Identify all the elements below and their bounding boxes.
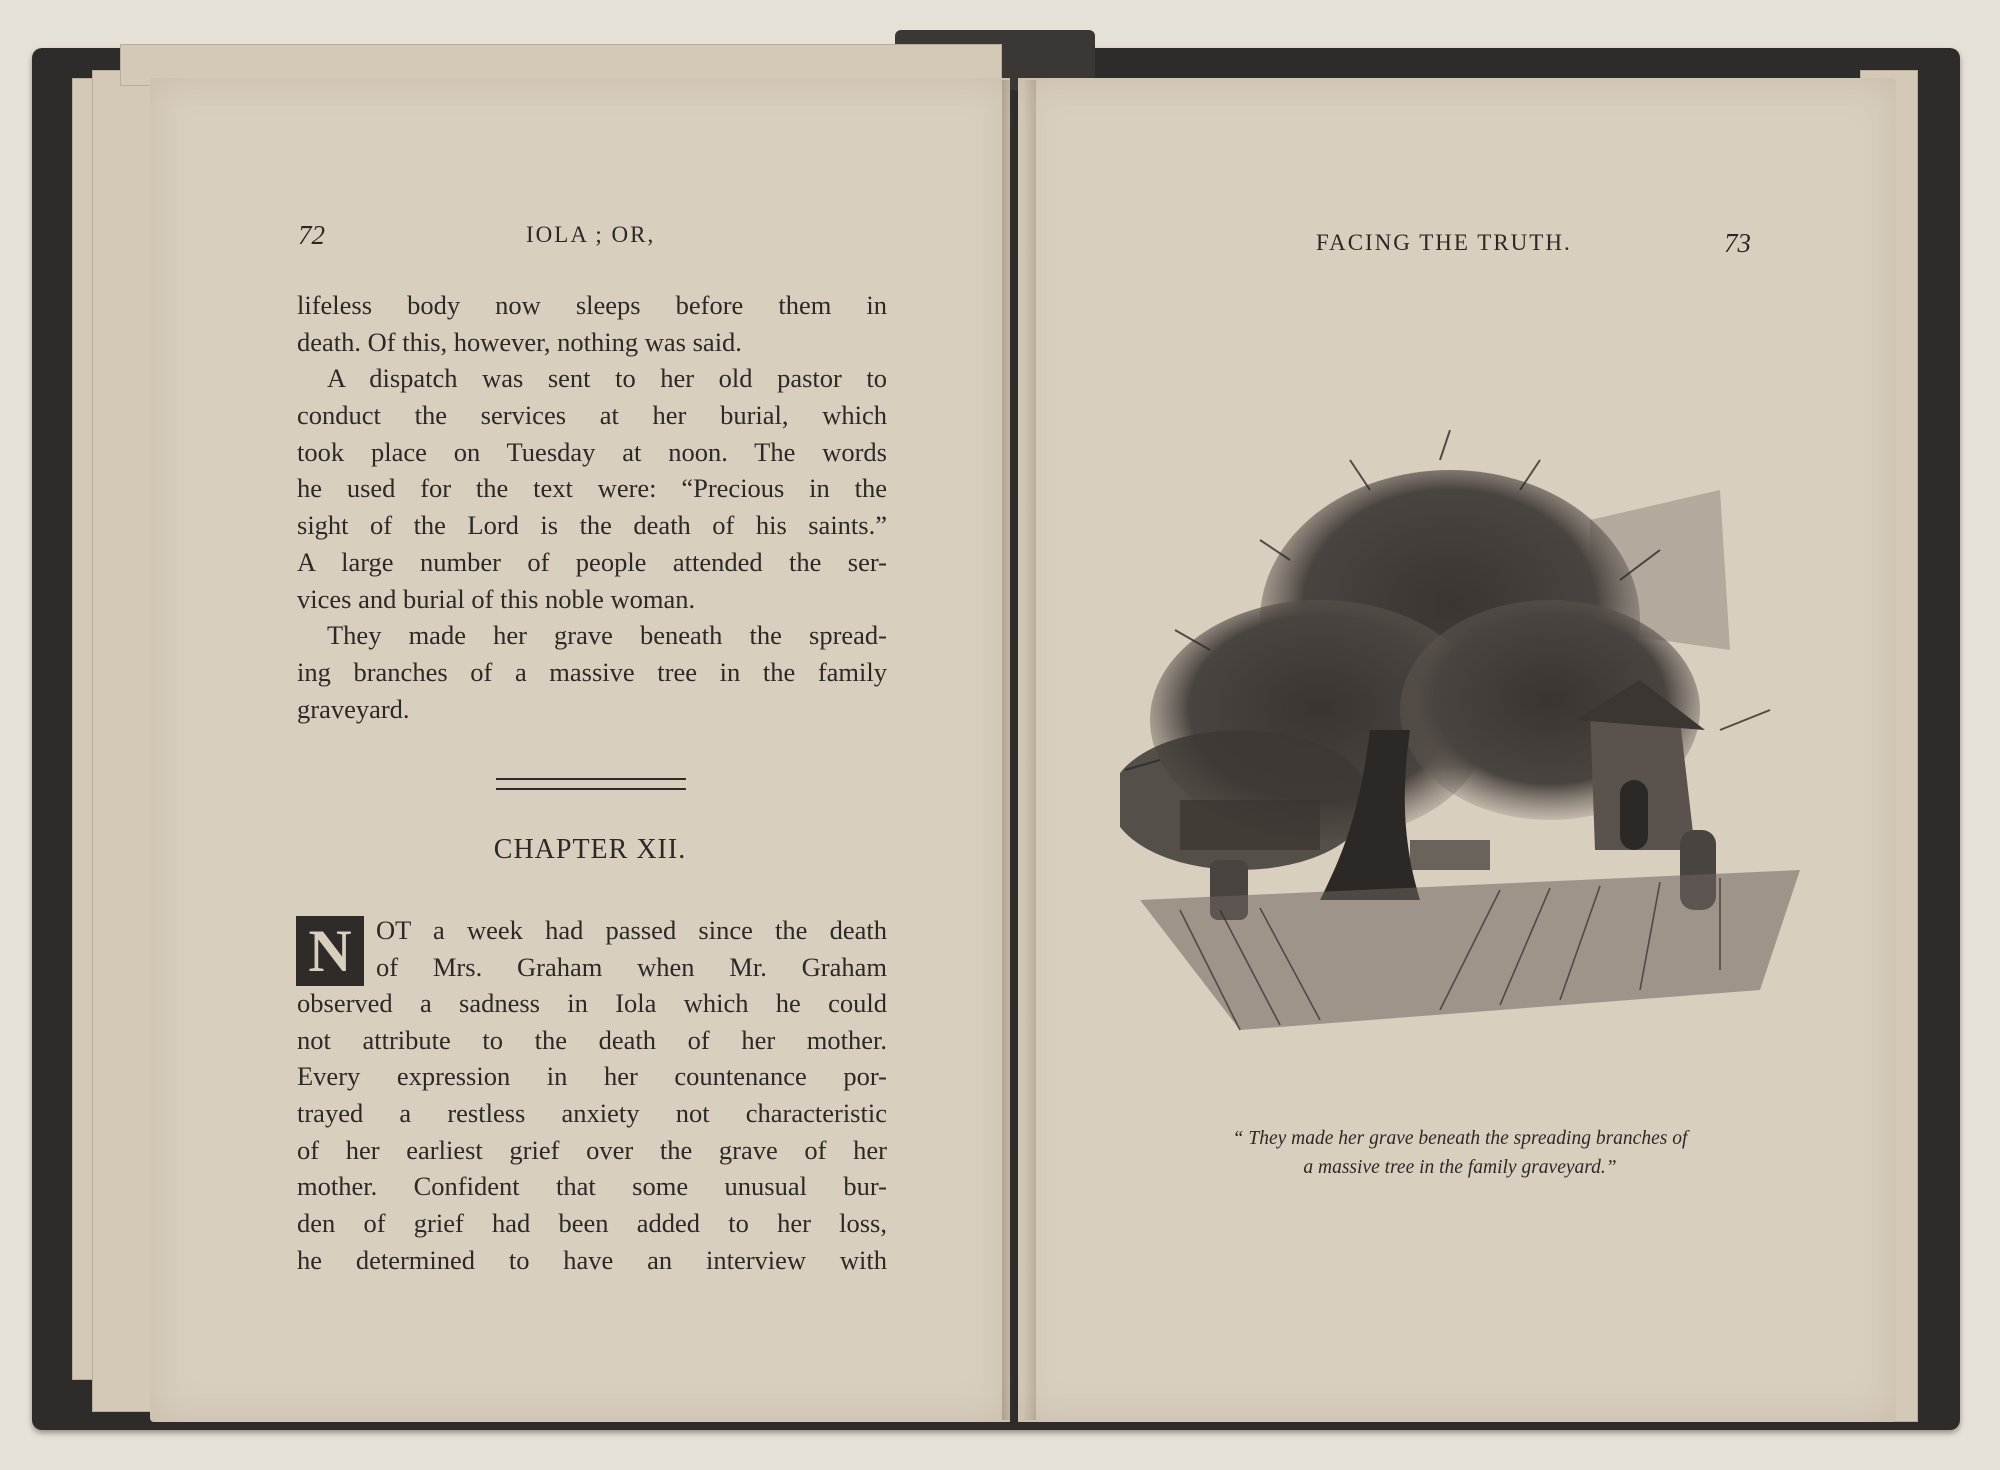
text-block-chapter	[297, 985, 887, 1279]
text-line: OT a week had passed since the death	[376, 915, 887, 945]
page-number-right: 73	[1724, 228, 1751, 258]
text-line: of Mrs. Graham when Mr. Graham	[376, 951, 887, 982]
text-block-chapter-start	[376, 912, 887, 985]
graveyard-tree-illustration	[1120, 430, 1820, 1090]
text-line: took place on Tuesday at noon. The words	[297, 436, 887, 467]
running-head-right: FACING THE TRUTH.	[1316, 230, 1572, 255]
text-line: A dispatch was sent to her old pastor to	[327, 363, 887, 394]
text-line: sight of the Lord is the death of his saints.”	[297, 510, 887, 541]
text-line: A large number of people attended the ser-	[297, 546, 887, 577]
caption-line: a massive tree in the family graveyard.”	[1303, 1157, 1617, 1178]
text-line: They made her grave beneath the spread-	[327, 620, 887, 651]
text-line: he determined to have an interview with	[297, 1244, 887, 1275]
text-line: death. Of this, however, nothing was said.	[297, 326, 742, 357]
chapter-heading: CHAPTER XII.	[493, 834, 687, 865]
caption-line: “ They made her grave beneath the spreading branches of	[1232, 1128, 1688, 1149]
text-line: not attribute to the death of her mother.	[297, 1024, 887, 1055]
page-number-left: 72	[298, 220, 325, 250]
text-line: conduct the services at her burial, which	[297, 400, 887, 431]
text-line: graveyard.	[297, 693, 410, 724]
text-line: he used for the text were: “Precious in the	[297, 473, 887, 504]
text-line: mother. Confident that some unusual bur-	[297, 1171, 887, 1202]
text-line: observed a sadness in Iola which he could	[297, 988, 887, 1018]
section-divider-rule	[496, 778, 686, 790]
text-line: ing branches of a massive tree in the family	[297, 656, 887, 687]
text-line: of her earliest grief over the grave of her	[297, 1134, 887, 1165]
text-line: vices and burial of this noble woman.	[297, 583, 696, 614]
text-block-top	[297, 287, 887, 727]
text-line: trayed a restless anxiety not characteristic	[297, 1098, 887, 1129]
text-line: lifeless body now sleeps before them in	[297, 290, 887, 320]
illustration-caption	[1150, 1124, 1770, 1182]
text-line: Every expression in her countenance por-	[297, 1061, 887, 1092]
text-line: den of grief had been added to her loss,	[297, 1208, 887, 1239]
running-head-left: IOLA ; OR,	[526, 222, 656, 247]
gutter-shadow	[1002, 80, 1036, 1420]
drop-cap: N	[296, 916, 364, 986]
